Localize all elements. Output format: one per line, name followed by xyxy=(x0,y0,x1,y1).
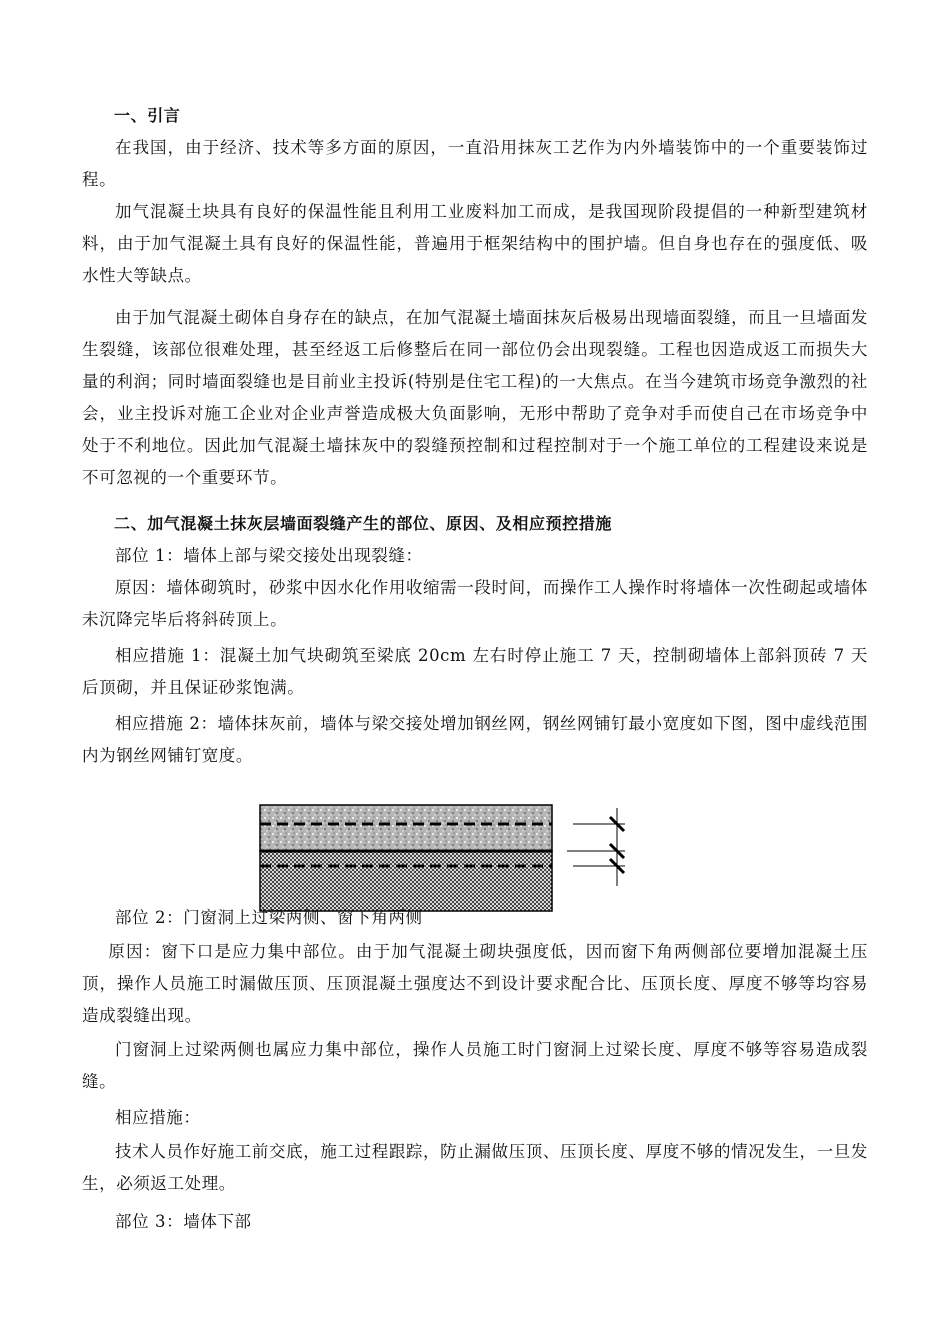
part-2-note: 门窗洞上过梁两侧也属应力集中部位，操作人员施工时门窗洞上过梁长度、厚度不够等容易造成裂缝。 xyxy=(82,1040,868,1091)
part-1-location: 部位 1：墙体上部与梁交接处出现裂缝： xyxy=(115,546,423,565)
part-1-measure-1: 相应措施 1：混凝土加气块砌筑至梁底 20cm 左右时停止施工 7 天，控制砌墙体上部斜顶砖 7 天后顶砌，并且保证砂浆饱满。 xyxy=(82,646,868,697)
paragraph-intro-2: 加气混凝土块具有良好的保温性能且利用工业废料加工而成，是我国现阶段提倡的一种新型建筑材料，由于加气混凝土具有良好的保温性能，普遍用于框架结构中的围护墙。但自身也存在的强度低、吸水性大等缺点。 xyxy=(82,202,868,285)
part-2-cause: 原因：窗下口是应力集中部位。由于加气混凝土砌块强度低，因而窗下角两侧部位要增加混凝土压顶，操作人员施工时漏做压顶、压顶混凝土强度达不到设计要求配合比、压顶长度、厚度不够等均容易造成裂缝出现。 xyxy=(82,942,868,1025)
part-1-cause: 原因：墙体砌筑时，砂浆中因水化作用收缩需一段时间，而操作工人操作时将墙体一次性砌起或墙体未沉降完毕后将斜砖顶上。 xyxy=(82,578,868,629)
paragraph-intro-1: 在我国，由于经济、技术等多方面的原因，一直沿用抹灰工艺作为内外墙装饰中的一个重要装饰过程。 xyxy=(82,138,868,189)
part-2-location: 部位 2：门窗洞上过梁两侧、窗下角两侧 xyxy=(115,908,423,927)
section-2-heading: 二、加气混凝土抹灰层墙面裂缝产生的部位、原因、及相应预控措施 xyxy=(114,514,613,533)
part-2-measures-label: 相应措施： xyxy=(115,1108,201,1127)
dimension-marker xyxy=(567,808,625,886)
part-2-measures: 技术人员作好施工前交底，施工过程跟踪，防止漏做压顶、压顶长度、厚度不够的情况发生，一旦发生，必须返工处理。 xyxy=(82,1142,868,1193)
paragraph-intro-3: 由于加气混凝土砌体自身存在的缺点，在加气混凝土墙面抹灰后极易出现墙面裂缝，而且一旦墙面发生裂缝，该部位很难处理，甚至经返工后修整后在同一部位仍会出现裂缝。工程也因造成返工而损失大量的利润；同时墙面裂缝也是目前业主投诉(特别是住宅工程)的一大焦点。在当今建筑市场竞争激烈的社会，业主投诉对施工企业对企业声誉造成极大负面影响，无形中帮助了竞争对手而使自己在市场竞争中处于不利地位。因此加气混凝土墙抹灰中的裂缝预控制和过程控制对于一个施工单位的工程建设来说是不可忽视的一个重要环节。 xyxy=(82,308,868,487)
section-1-heading: 一、引言 xyxy=(114,106,181,125)
part-3-location: 部位 3：墙体下部 xyxy=(115,1212,252,1231)
concrete-beam xyxy=(260,805,552,851)
part-1-measure-2: 相应措施 2：墙体抹灰前，墙体与梁交接处增加钢丝网，钢丝网铺钉最小宽度如下图，图中虚线范围内为钢丝网铺钉宽度。 xyxy=(82,714,868,765)
wire-mesh-width-diagram xyxy=(255,800,645,916)
